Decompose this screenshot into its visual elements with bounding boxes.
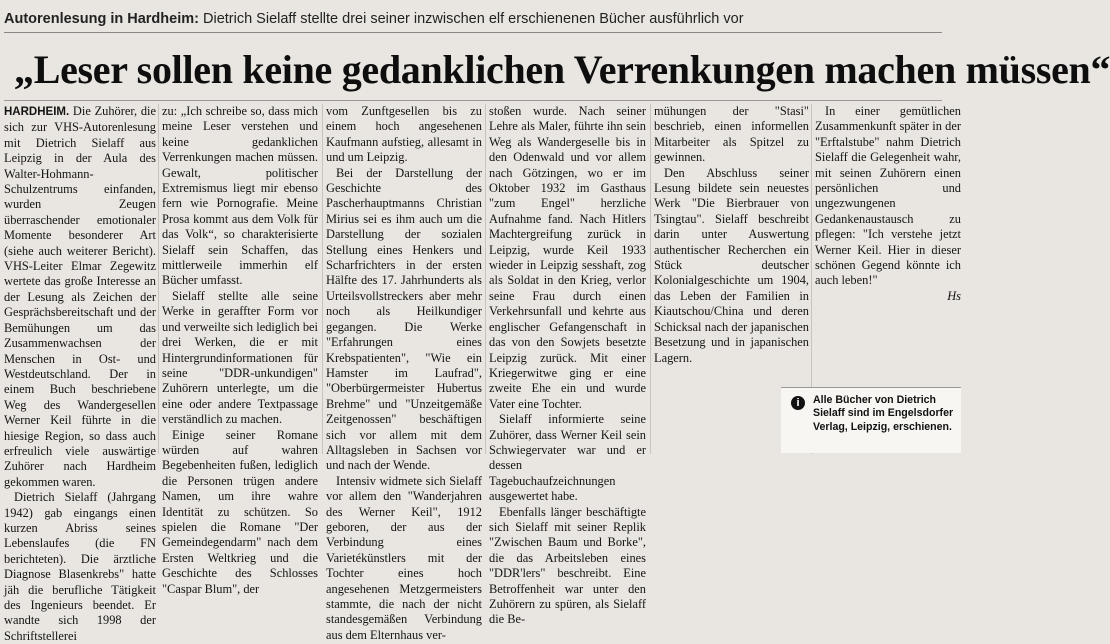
author-signature: Hs	[947, 288, 961, 303]
article-column-4	[489, 104, 646, 627]
article-column-3	[326, 104, 482, 642]
kicker-topic: Autorenlesung in Hardheim:	[4, 11, 199, 27]
paragraph: Sielaff stellte alle seine Werke in geraffter Form vor und verweilte sich lediglich bei drei Werken, die er mit Hintergrundinformationen für seine "DDR-unkundigen" Zuhörern unterlegte, um die eine oder andere Textpassage verständlich zu machen.	[162, 288, 318, 427]
paragraph: zu: „Ich schreibe so, dass mich meine Leser verstehen und keine gedanklichen Verrenkungen machen müssen. Gewalt, politischer Extremismus liegt mir ebenso fern wie Pornografie. Meine Prosa kommt aus dem Volk für das Volk“, so charakterisierte Sielaff sein Schaffen, das mittlerweile immerhin elf Bücher umfasst.	[162, 104, 318, 288]
kicker-subtitle: Dietrich Sielaff stellte drei seiner inzwischen elf erschienenen Bücher ausführlich vor	[198, 11, 744, 27]
dateline: HARDHEIM.	[4, 106, 70, 118]
headline-divider	[4, 100, 942, 101]
article-column-6	[815, 104, 961, 376]
paragraph: In einer gemütlichen Zusammenkunft später in der "Erftalstube" nahm Dietrich Sielaff die Gelegenheit wahr, mit seinen Zuhörern einen persönlichen und ungezwungenen Gedankenaustausch zu pflegen: "Ich verstehe jetzt Werner Keil. Hier in dieser schönen Gegend könnte ich auch leben!"	[815, 104, 961, 288]
column-divider	[650, 104, 651, 454]
publisher-info-box	[781, 387, 961, 453]
paragraph: Sielaff informierte seine Zuhörer, dass Werner Keil sein Schwiegervater war und er dessen Tagebuchaufzeichnungen ausgewertet habe.	[489, 412, 646, 504]
paragraph: vom Zunftgesellen bis zu einem hoch angesehenen Kaufmann aufstieg, allesamt in und um Leipzig.	[326, 104, 482, 165]
paragraph: Dietrich Sielaff (Jahrgang 1942) gab eingangs einen kurzen Abriss seines Lebenslaufes (die FN berichteten). Die ärztliche Diagnose Blasenkrebs" hatte jäh die berufliche Tätigkeit des Ingenieurs beendet. Er wandte sich 1998 der Schriftstellerei	[4, 490, 156, 643]
article-column-1	[4, 104, 156, 643]
paragraph: stoßen wurde. Nach seiner Lehre als Maler, führte ihn sein Weg als Wandergeselle bis in den Odenwald und vor allem nach Götzingen, wo er im Oktober 1932 im Gasthaus "zum Engel" herzliche Aufnahme fand. Nach Hitlers Machtergreifung zurück in Leipzig, wurde Keil 1933 wieder in Leipzig sesshaft, zog als Soldat in den Krieg, verlor seine Frau durch einen Verkehrsunfall und kehrte aus englischer Gefangenschaft in das von den Sowjets besetzte Leipzig zurück. Mit einer Kriegerwitwe ging er eine zweite Ehe ein und wurde Vater eine Tochter.	[489, 104, 646, 411]
column-divider	[158, 104, 159, 454]
publisher-info-text: Alle Bücher von Dietrich Sielaff sind im Engelsdorfer Verlag, Leipzig, erschienen.	[813, 394, 954, 433]
article-headline: „Leser sollen keine gedanklichen Verrenkungen machen müssen“	[14, 47, 1110, 92]
kicker-divider	[4, 32, 942, 33]
column-divider	[322, 104, 323, 454]
paragraph: Intensiv widmete sich Sielaff vor allem den "Wanderjahren des Werner Keil", 1912 geboren, der aus der Verbindung eines Varietékünstlers mit der Tochter eines hoch angesehenen Metzgermeisters stammte, die nach der nicht standesgemäßen Verbindung aus dem Elternhaus ver-	[326, 473, 482, 642]
paragraph: Einige seiner Romane würden auf wahren Begebenheiten fußen, lediglich die Personen trügen andere Namen, um ihre wahre Identität zu schützen. So spielen die Romane "Der Gemeindegendarm" nach dem Ersten Weltkrieg und die Geschichte des Schlosses "Caspar Blum", der	[162, 427, 318, 596]
paragraph: Ebenfalls länger beschäftigte sich Sielaff mit seiner Replik "Zwischen Baum und Borke", die das Arbeitsleben eines "DDR'lers" beschreibt. Eine Betroffenheit war unter den Zuhörern zu spüren, als Sielaff die Be-	[489, 504, 646, 627]
paragraph-text: Die Zuhörer, die sich zur VHS-Autorenlesung mit Dietrich Sielaff aus Leipzig in der Aula des Walter-Hohmann-Schulzentrums einfanden, wurden Zeugen überraschender emotionaler Momente besonderer Art (siehe auch weiterer Bericht). VHS-Leiter Elmar Zegewitz wertete das große Interesse an der Lesung als Zeichen der Gesprächsbereitschaft und der Bemühungen um das Zusammenwachsen der Menschen in Ost- und Westdeutschland. Der in einem Buch beschriebene Weg des Wandergesellen Werner Keil führte in die hiesige Region, so dass auch erfreulich viele auswärtige Zuhörer nach Hardheim gekommen waren.	[4, 104, 156, 489]
paragraph: mühungen der "Stasi" beschrieb, einen informellen Mitarbeiter als Spitzel zu gewinnen.	[654, 104, 809, 165]
paragraph: Bei der Darstellung der Geschichte des Pascherhauptmanns Christian Mirius sei es ihm auch um die Darstellung der sozialen Stellung eines Henkers und Scharfrichters in der ersten Hälfte des 17. Jahrhunderts als Urteilsvollstreckers aber mehr noch als Heilkundiger gegangen. Die Werke "Erfahrungen eines Krebspatienten", "Wie ein Hamster im Laufrad", "Oberbürgermeister Hubertus Brehme" und "Unzeitgemäße Zeitgenossen" beschäftigen sich vor allem mit dem Alltagsleben in Sachsen vor und nach der Wende.	[326, 165, 482, 473]
paragraph: Den Abschluss seiner Lesung bildete sein neuestes Werk "Die Bierbrauer von Tsingtau". Sielaff beschreibt darin unter Auswertung authentischer Recherchen ein Stück deutscher Kolonialgeschichte um 1904, das Leben der Familien in Kiautschou/China und deren Schicksal nach der japanischen Besetzung und in japanischen Lagern.	[654, 165, 809, 365]
article-column-2	[162, 104, 318, 596]
paragraph	[4, 104, 156, 490]
info-icon: i	[791, 396, 805, 410]
column-divider	[485, 104, 486, 454]
article-kicker	[4, 8, 960, 30]
